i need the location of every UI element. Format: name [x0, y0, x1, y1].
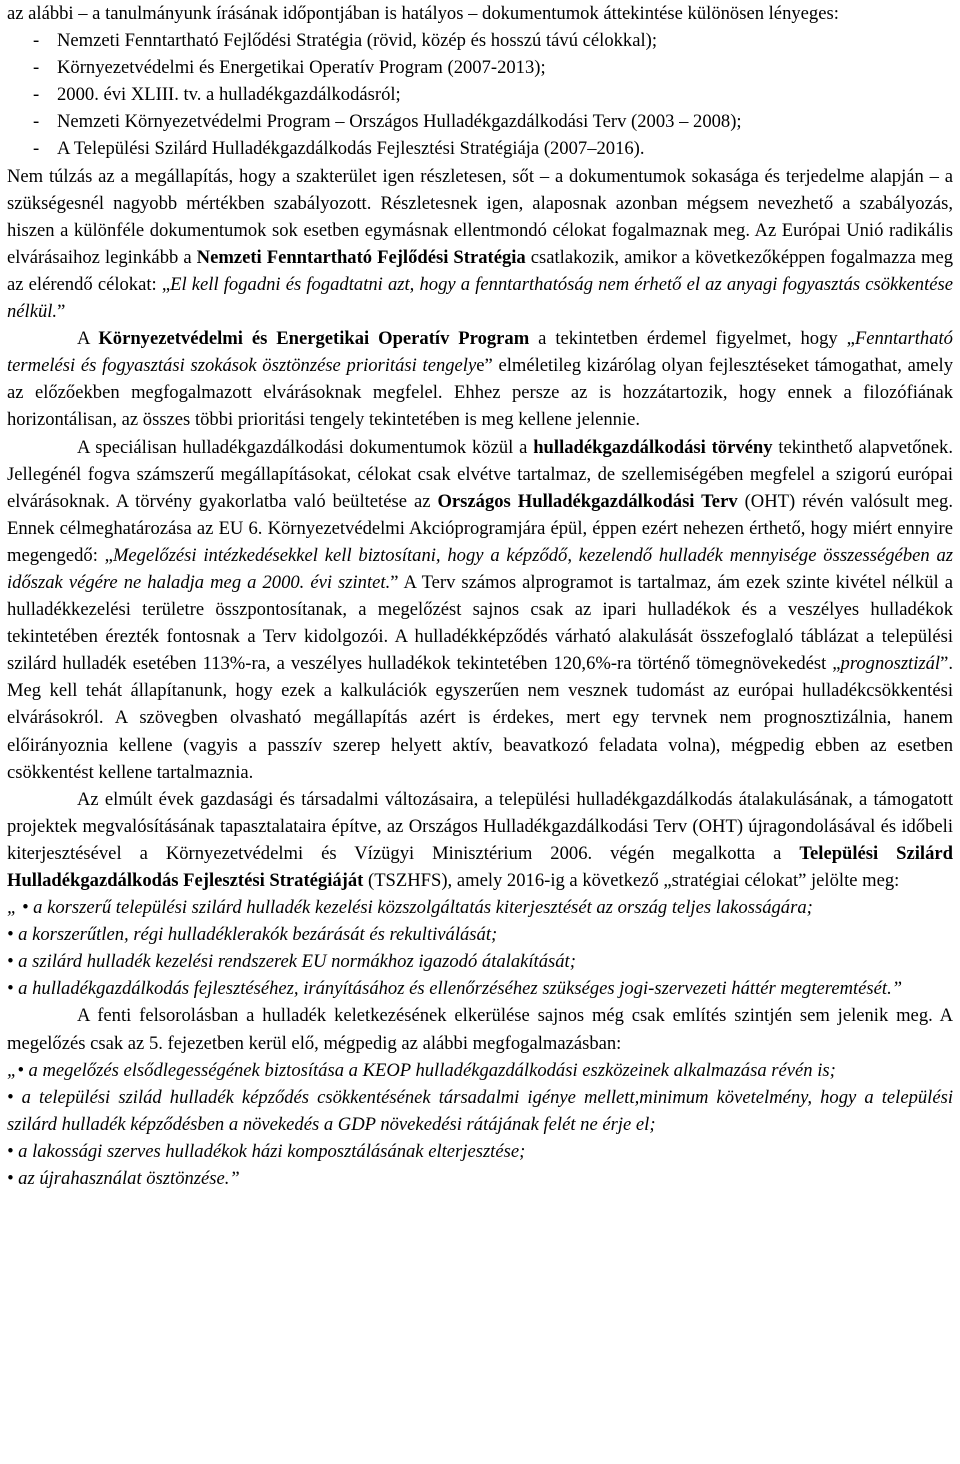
prevention-item: • az újrahasználat ösztönzése.” [7, 1168, 240, 1190]
paragraph-regulation: Nem túlzás az a megállapítás, hogy a szakterület igen részletesen, sőt – a dokumentumok sokasága és terjedelme alapján – a szükségesnél nagyobb mértékben szabályozott. Részletesnek igen, alaposnak azonban mégsem nevezhető a szabályozás, hiszen a különféle dokumentumok sok esetben egymásnak ellentmondó célokat fogalmaznak meg. Az Európai Unió radikális elvárásaihoz leginkább a Nemzeti Fenntartható Fejlődési Stratégia csatlakozik, amikor a következőképpen fogalmazza meg az elérendő célokat: „El kell fogadni és fogadtatni azt, hogy a fenntarthatóság nem érhető el az anyagi fogyasztás csökkentése nélkül.” [7, 165, 954, 323]
paragraph-waste-law: A speciálisan hulladékgazdálkodási dokumentumok közül a hulladékgazdálkodási törvény tekinthető alapvetőnek. Jellegénél fogva számszerű megállapításokat, célokat csak elvétve tartalmaz, de szellemiségében megfelel a szigorú európai elvárásoknak. A törvény gyakorlatba való beültetése az Országos Hulladékgazdálkodási Terv (OHT) révén valósult meg. Ennek célmeghatározása az EU 6. Környezetvédelmi Akcióprogramjára épül, éppen ezért nehezen érthető, hogy miért ennyire megengedő: „Megelőzési intézkedésekkel kell biztosítani, hogy a képződő, kezelendő hulladék mennyisége összességében az időszak végére ne haladja meg a 2000. évi szintet.” A Terv számos alprogramot is tartalmaz, ám ezek szinte kivétel nélkül a hulladékkezelési területre összpontosítanak, a megelőzést sajnos csak az ipari hulladékok és a veszélyes hulladékok tekintetében érezték fontosnak a Terv kidolgozói. A hulladékképződés várható alakulását összefoglaló táblázat a települési szilárd hulladék esetében 113%-ra, a veszélyes hulladékok tekintetében 120,6%-ra történő tömegnövekedést „prognosztizál”. Meg kell tehát állapítanunk, hogy ezek a kalkulációk egyszerűen nem vesznek tudomást az európai hulladékcsökkentési elvárásokról. A szövegben olvasható megállapítás azért is érdekes, mert egy tervnek nem prognosztizálnia, hanem előirányoznia kellene (vagyis a passzív szerep helyett aktív, beavatkozó feladata volna), mégpedig ebben az esetben csökkentést kellene tartalmaznia. [7, 436, 954, 783]
document-item: - A Települési Szilárd Hulladékgazdálkodás Fejlesztési Stratégiája (2007–2016). [33, 138, 645, 160]
document-item: - Környezetvédelmi és Energetikai Operatív Program (2007-2013); [33, 57, 546, 79]
goal-item: • a szilárd hulladék kezelési rendszerek EU normákhoz igazodó átalakítását; [7, 951, 576, 973]
documents-list [7, 27, 953, 162]
quote-word: prognosztizál [840, 653, 941, 675]
goals-list [7, 894, 953, 1002]
strategy-name: Nemzeti Fenntartható Fejlődési Stratégia [196, 246, 526, 268]
paragraph-strategy: Az elmúlt évek gazdasági és társadalmi változásaira, a települési hulladékgazdálkodás átalakulásának, a támogatott projektek megvalósításának tapasztalataira építve, az Országos Hulladékgazdálkodási Terv (OHT) újragondolásával és időbeli kiterjesztésével a Környezetvédelmi és Vízügyi Minisztérium 2006. végén megalkotta a Települési Szilárd Hulladékgazdálkodás Fejlesztési Stratégiáját (TSZHFS), amely 2016-ig a következő „stratégiai célokat” jelölte meg: [7, 788, 953, 891]
goal-item: • a hulladékgazdálkodás fejlesztéséhez, irányításához és ellenőrzéséhez szükséges jogi-szervezeti háttér megteremtését.” [7, 978, 903, 1000]
intro-text: az alábbi – a tanulmányunk írásának időpontjában is hatályos – dokumentumok áttekintése különösen lényeges: [7, 3, 839, 24]
strategy-title: Települési Szilárd Hulladékgazdálkodás Fejlesztési Stratégiáját [7, 842, 953, 891]
paragraph-operative-program: A Környezetvédelmi és Energetikai Operatív Program a tekintetben érdemel figyelmet, hogy „Fenntartható termelési és fogyasztási szokások ösztönzése prioritási tengelye” elméletileg kizárólag olyan fejlesztéseket támogathat, amely az előzőekben megfogalmazott elvárásoknak megfelel. Ehhez persze az is hozzátartozik, hogy ennek a filozófiának horizontálisan, az összes többi prioritási tengely tekintetében is meg kellene jelennie. [7, 328, 953, 431]
quote: El kell fogadni és fogadtatni azt, hogy a fenntarthatóság nem érhető el az anyagi fogyasztás csökkentése nélkül. [7, 273, 954, 323]
prevention-item: • a települési szilád hulladék képződés csökkentésének társadalmi igénye mellett,minimum követelmény, hogy a települési szilárd hulladék képződésben a növekedés a GDP növekedési rátájának felét ne érje el; [7, 1086, 953, 1135]
prevention-list [7, 1057, 953, 1192]
program-name: Környezetvédelmi és Energetikai Operatív Program [98, 328, 530, 350]
goal-item: • a korszerűtlen, régi hulladéklerakók bezárását és rekultiválását; [7, 924, 498, 946]
paragraph-prevention: A fenti felsorolásban a hulladék keletkezésének elkerülése sajnos még csak említés szintjén sem jelenik meg. A megelőzés csak az 5. fejezetben kerül elő, mégpedig az alábbi megfogalmazásban: [7, 1005, 953, 1054]
quote: Megelőzési intézkedésekkel kell biztosítani, hogy a képződő, kezelendő hulladék mennyisége összességében az időszak végére ne haladja meg a 2000. évi szintet. [7, 544, 953, 593]
goal-item: „ • a korszerű települési szilárd hulladék kezelési közszolgáltatás kiterjesztését az ország teljes lakosságára; [7, 897, 813, 919]
quote: Fenntartható termelési és fogyasztási szokások ösztönzése prioritási tengely [7, 328, 953, 377]
law-name: hulladékgazdálkodási törvény [533, 436, 773, 458]
document-item: - Nemzeti Fenntartható Fejlődési Stratégia (rövid, közép és hosszú távú célokkal); [33, 30, 657, 52]
document-item: - 2000. évi XLIII. tv. a hulladékgazdálkodásról; [33, 84, 401, 106]
plan-name: Országos Hulladékgazdálkodási Terv [437, 490, 738, 512]
document-item: - Nemzeti Környezetvédelmi Program – Országos Hulladékgazdálkodási Terv (2003 – 2008); [33, 111, 742, 133]
prevention-item: „• a megelőzés elsődlegességének biztosítása a KEOP hulladékgazdálkodási eszközeinek alkalmazása révén is; [7, 1059, 836, 1081]
prevention-item: • a lakossági szerves hulladékok házi komposztálásának elterjesztése; [7, 1140, 526, 1162]
